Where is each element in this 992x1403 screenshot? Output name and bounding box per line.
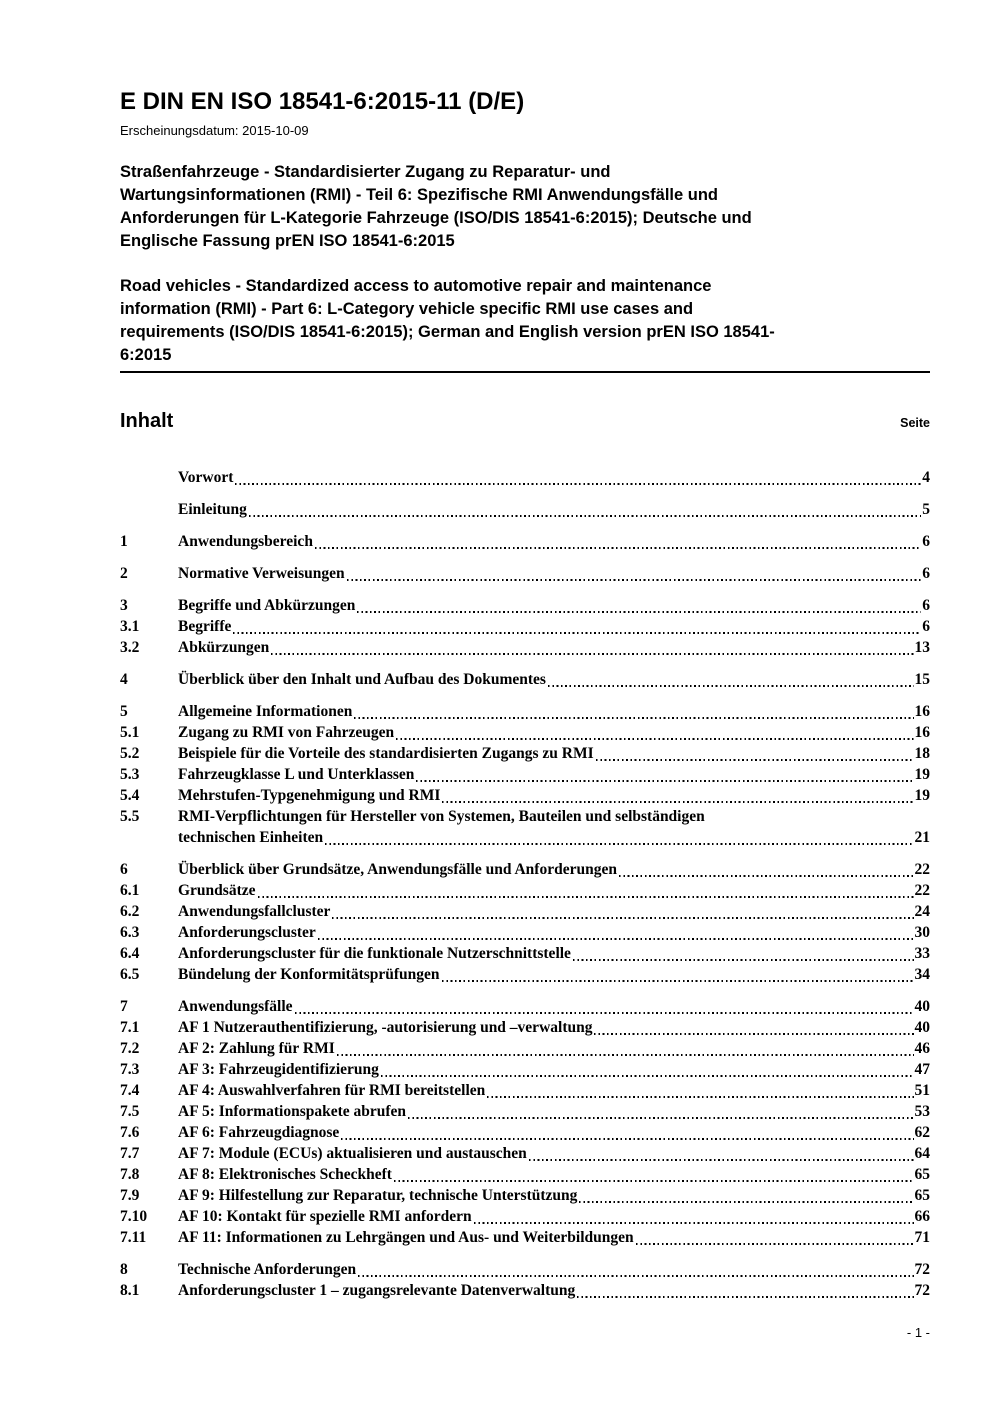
toc-entry-number: 5.2	[120, 745, 140, 762]
toc-dot-leader	[295, 1012, 914, 1014]
toc-entry-number: 5	[120, 703, 128, 720]
toc-entry	[120, 1080, 930, 1101]
toc-entry-page: 21	[914, 829, 930, 846]
toc-entry	[120, 785, 930, 806]
toc-entry	[120, 722, 930, 743]
toc-entry	[120, 996, 930, 1017]
toc-entry	[120, 901, 930, 922]
toc-dot-leader	[381, 1075, 914, 1077]
toc-entry-page: 16	[914, 724, 930, 741]
toc-entry-label: technischen Einheiten	[178, 829, 324, 846]
toc-entry-label: AF 8: Elektronisches Scheckheft	[178, 1166, 392, 1183]
toc-entry-page: 65	[914, 1187, 930, 1204]
toc-entry-label: Mehrstufen-Typgenehmigung und RMI	[178, 787, 441, 804]
toc-entry-label: AF 6: Fahrzeugdiagnose	[178, 1124, 340, 1141]
german-standard-title	[120, 161, 930, 253]
toc-entry-page: 30	[914, 924, 930, 941]
toc-dot-leader	[619, 875, 914, 877]
toc-entry-label: Vorwort	[178, 469, 234, 486]
toc-entry-number: 5.3	[120, 766, 140, 783]
toc-entry	[120, 1038, 930, 1059]
toc-entry	[120, 1059, 930, 1080]
toc-entry	[120, 1143, 930, 1164]
toc-entry-label: Zugang zu RMI von Fahrzeugen	[178, 724, 395, 741]
toc-entry-page: 6	[922, 618, 930, 635]
toc-entry-number: 8	[120, 1261, 128, 1278]
toc-dot-leader	[577, 1296, 913, 1298]
toc-entry	[120, 595, 930, 616]
toc-entry	[120, 531, 930, 552]
toc-dot-leader	[548, 685, 914, 687]
toc-entry-label: Begriffe und Abkürzungen	[178, 597, 356, 614]
toc-dot-leader	[573, 959, 914, 961]
toc-entry-label: Abkürzungen	[178, 639, 270, 656]
toc-entry-continuation	[120, 827, 930, 848]
toc-entry	[120, 964, 930, 985]
toc-entry	[120, 1227, 930, 1248]
toc-entry-number: 7.4	[120, 1082, 140, 1099]
title-line: Anforderungen für L-Kategorie Fahrzeuge (ISO/DIS 18541-6:2015); Deutsche und	[120, 209, 752, 227]
toc-list	[120, 467, 930, 1301]
toc-entry-page: 6	[922, 533, 930, 550]
title-line: Road vehicles - Standardized access to automotive repair and maintenance	[120, 277, 712, 295]
toc-entry-label: Technische Anforderungen	[178, 1261, 357, 1278]
toc-dot-leader	[474, 1222, 914, 1224]
toc-entry-number: 7.1	[120, 1019, 140, 1036]
toc-entry-number: 5.4	[120, 787, 140, 804]
toc-entry-page: 46	[914, 1040, 930, 1057]
toc-dot-leader	[354, 717, 913, 719]
title-line: Englische Fassung prEN ISO 18541-6:2015	[120, 232, 455, 250]
toc-entry-label: Einleitung	[178, 501, 247, 518]
toc-entry-page: 40	[914, 998, 930, 1015]
toc-entry-number: 3	[120, 597, 128, 614]
toc-entry-number: 8.1	[120, 1282, 140, 1299]
toc-entry-label: RMI-Verpflichtungen für Hersteller von Systemen, Bauteilen und selbständigen	[178, 808, 705, 825]
toc-dot-leader	[271, 653, 913, 655]
toc-dot-leader	[258, 896, 914, 898]
toc-entry	[120, 467, 930, 488]
toc-entry-label: Überblick über den Inhalt und Aufbau des Dokumentes	[178, 671, 546, 688]
toc-entry-page: 64	[914, 1145, 930, 1162]
toc-entry-label: AF 7: Module (ECUs) aktualisieren und austauschen	[178, 1145, 527, 1162]
toc-page-column-label: Seite	[900, 416, 930, 430]
toc-entry-page: 5	[922, 501, 930, 518]
toc-dot-leader	[315, 547, 921, 549]
toc-dot-leader	[318, 938, 914, 940]
toc-entry-page: 72	[914, 1261, 930, 1278]
title-line: requirements (ISO/DIS 18541-6:2015); German and English version prEN ISO 18541-	[120, 323, 775, 341]
toc-entry	[120, 943, 930, 964]
toc-entry-number: 6.2	[120, 903, 140, 920]
toc-entry-label: AF 9: Hilfestellung zur Reparatur, technische Unterstützung	[178, 1187, 578, 1204]
toc-entry-number: 7.9	[120, 1187, 140, 1204]
toc-dot-leader	[358, 1275, 913, 1277]
toc-entry-number: 4	[120, 671, 128, 688]
toc-dot-leader	[337, 1054, 914, 1056]
toc-entry-page: 6	[922, 565, 930, 582]
toc-dot-leader	[347, 579, 922, 581]
toc-entry-page: 62	[914, 1124, 930, 1141]
english-standard-title	[120, 275, 930, 367]
toc-entry	[120, 616, 930, 637]
toc-entry	[120, 764, 930, 785]
toc-entry-number: 5.5	[120, 808, 140, 825]
toc-entry-label: AF 2: Zahlung für RMI	[178, 1040, 335, 1057]
toc-entry-label: AF 10: Kontakt für spezielle RMI anfordern	[178, 1208, 472, 1225]
toc-entry-number: 2	[120, 565, 128, 582]
toc-entry-number: 6	[120, 861, 128, 878]
toc-entry-label: Überblick über Grundsätze, Anwendungsfälle und Anforderungen	[178, 861, 617, 878]
publication-date: Erscheinungsdatum: 2015-10-09	[120, 123, 309, 138]
toc-dot-leader	[487, 1096, 913, 1098]
toc-entry	[120, 1101, 930, 1122]
toc-dot-leader	[341, 1138, 913, 1140]
toc-entry-number: 3.1	[120, 618, 140, 635]
toc-entry	[120, 1164, 930, 1185]
toc-entry-page: 18	[914, 745, 930, 762]
toc-heading: Inhalt	[120, 410, 174, 432]
toc-entry	[120, 1185, 930, 1206]
toc-entry-page: 22	[914, 882, 930, 899]
toc-dot-leader	[442, 801, 913, 803]
document-page	[120, 88, 930, 1301]
toc-entry-label: AF 3: Fahrzeugidentifizierung	[178, 1061, 379, 1078]
toc-dot-leader	[235, 483, 921, 485]
toc-entry-number: 3.2	[120, 639, 140, 656]
toc-dot-leader	[442, 980, 914, 982]
toc-entry-page: 13	[914, 639, 930, 656]
toc-entry	[120, 922, 930, 943]
toc-entry-label: AF 1 Nutzerauthentifizierung, -autorisierung und –verwaltung	[178, 1019, 593, 1036]
toc-entry-label: Bündelung der Konformitätsprüfungen	[178, 966, 440, 983]
toc-dot-leader	[596, 759, 914, 761]
toc-entry-label: Anwendungsfallcluster	[178, 903, 331, 920]
toc-entry-number: 7.10	[120, 1208, 148, 1225]
toc-dot-leader	[394, 1180, 914, 1182]
toc-entry-page: 22	[914, 861, 930, 878]
toc-entry	[120, 701, 930, 722]
toc-entry	[120, 806, 930, 827]
toc-dot-leader	[249, 515, 921, 517]
toc-entry-label: Fahrzeugklasse L und Unterklassen	[178, 766, 415, 783]
toc-entry-number: 6.3	[120, 924, 140, 941]
toc-entry-page: 66	[914, 1208, 930, 1225]
toc-entry-page: 40	[914, 1019, 930, 1036]
toc-dot-leader	[636, 1243, 914, 1245]
toc-dot-leader	[396, 738, 913, 740]
horizontal-divider	[120, 371, 930, 373]
toc-entry-page: 4	[922, 469, 930, 486]
toc-entry-number: 7.6	[120, 1124, 140, 1141]
toc-header-row	[120, 409, 930, 433]
toc-entry-number: 6.1	[120, 882, 140, 899]
toc-dot-leader	[325, 843, 913, 845]
toc-entry-number: 7.11	[120, 1229, 147, 1246]
toc-entry	[120, 1259, 930, 1280]
toc-dot-leader	[579, 1201, 913, 1203]
toc-entry-number: 6.4	[120, 945, 140, 962]
toc-entry-number: 7.8	[120, 1166, 140, 1183]
toc-entry-page: 53	[914, 1103, 930, 1120]
toc-entry-page: 47	[914, 1061, 930, 1078]
toc-entry-page: 19	[914, 766, 930, 783]
toc-entry	[120, 563, 930, 584]
toc-entry-label: Anforderungscluster	[178, 924, 316, 941]
toc-entry	[120, 637, 930, 658]
toc-entry-page: 16	[914, 703, 930, 720]
toc-entry	[120, 880, 930, 901]
toc-entry-label: Allgemeine Informationen	[178, 703, 353, 720]
toc-entry-label: AF 11: Informationen zu Lehrgängen und Aus- und Weiterbildungen	[178, 1229, 634, 1246]
toc-entry	[120, 1122, 930, 1143]
toc-dot-leader	[408, 1117, 913, 1119]
page-number-footer: - 1 -	[906, 1325, 930, 1340]
toc-entry	[120, 743, 930, 764]
toc-entry	[120, 1280, 930, 1301]
toc-entry	[120, 1206, 930, 1227]
document-title: E DIN EN ISO 18541-6:2015-11 (D/E)	[120, 88, 525, 115]
toc-entry-label: AF 5: Informationspakete abrufen	[178, 1103, 407, 1120]
toc-entry	[120, 1017, 930, 1038]
title-line: information (RMI) - Part 6: L-Category vehicle specific RMI use cases and	[120, 300, 694, 318]
toc-entry-label: Anforderungscluster für die funktionale Nutzerschnittstelle	[178, 945, 571, 962]
toc-entry-page: 24	[914, 903, 930, 920]
toc-entry-label: Begriffe	[178, 618, 232, 635]
toc-entry-page: 65	[914, 1166, 930, 1183]
toc-entry-label: Anwendungsbereich	[178, 533, 313, 550]
toc-entry-label: Normative Verweisungen	[178, 565, 345, 582]
toc-dot-leader	[594, 1033, 913, 1035]
toc-entry-label: Anforderungscluster 1 – zugangsrelevante Datenverwaltung	[178, 1282, 576, 1299]
toc-dot-leader	[357, 611, 921, 613]
toc-entry-number: 1	[120, 533, 128, 550]
title-line: 6:2015	[120, 346, 172, 364]
toc-dot-leader	[529, 1159, 914, 1161]
toc-entry-number: 7.5	[120, 1103, 140, 1120]
toc-entry-label: Beispiele für die Vorteile des standardisierten Zugangs zu RMI	[178, 745, 594, 762]
title-line: Straßenfahrzeuge - Standardisierter Zugang zu Reparatur- und	[120, 163, 611, 181]
toc-entry-label: AF 4: Auswahlverfahren für RMI bereitstellen	[178, 1082, 486, 1099]
toc-entry-number: 5.1	[120, 724, 140, 741]
toc-entry-page: 19	[914, 787, 930, 804]
toc-entry-page: 33	[914, 945, 930, 962]
toc-entry-number: 7.3	[120, 1061, 140, 1078]
toc-dot-leader	[332, 917, 913, 919]
toc-entry-number: 7.2	[120, 1040, 140, 1057]
toc-entry-label: Grundsätze	[178, 882, 256, 899]
toc-entry-page: 71	[914, 1229, 930, 1246]
toc-dot-leader	[416, 780, 913, 782]
toc-entry-number: 6.5	[120, 966, 140, 983]
toc-entry-page: 6	[922, 597, 930, 614]
toc-entry-page: 15	[914, 671, 930, 688]
toc-entry-label: Anwendungsfälle	[178, 998, 293, 1015]
title-line: Wartungsinformationen (RMI) - Teil 6: Spezifische RMI Anwendungsfälle und	[120, 186, 718, 204]
toc-entry-number: 7.7	[120, 1145, 140, 1162]
toc-entry-page: 34	[914, 966, 930, 983]
toc-entry	[120, 499, 930, 520]
toc-entry	[120, 669, 930, 690]
toc-entry-page: 72	[914, 1282, 930, 1299]
toc-dot-leader	[233, 632, 921, 634]
toc-entry	[120, 859, 930, 880]
toc-entry-number: 7	[120, 998, 128, 1015]
toc-entry-page: 51	[914, 1082, 930, 1099]
